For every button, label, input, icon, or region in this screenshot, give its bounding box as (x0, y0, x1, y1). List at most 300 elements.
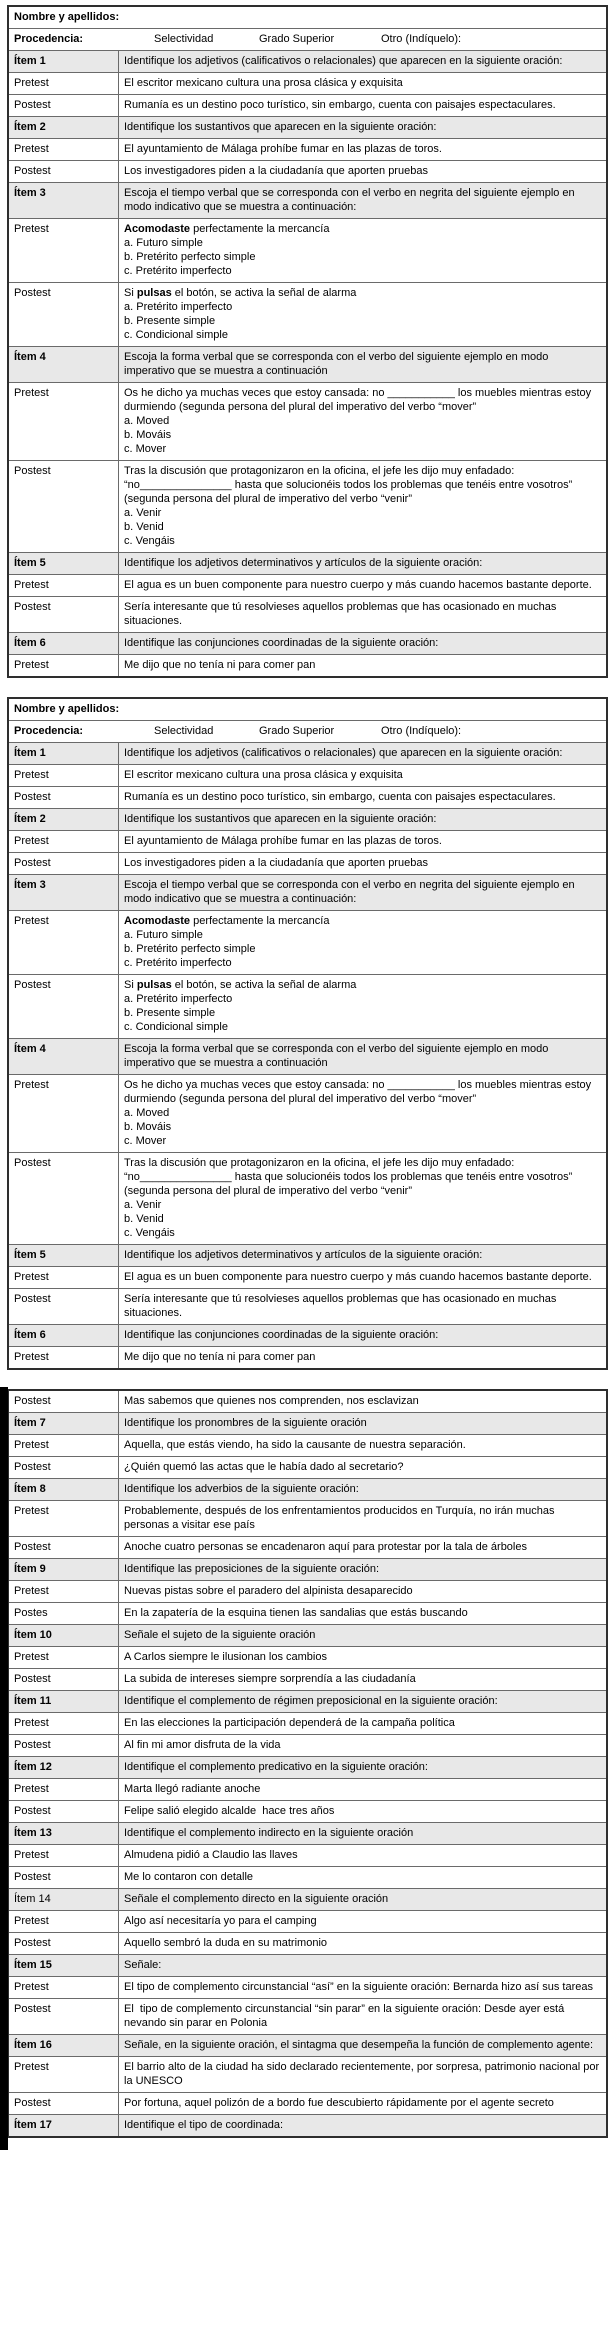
text-line: El ayuntamiento de Málaga prohíbe fumar en las plazas de toros. (124, 835, 442, 847)
pretest-row (9, 1580, 606, 1602)
phase-label: Pretest (9, 139, 119, 160)
phase-label: Postes (9, 1603, 119, 1624)
text-line: c. Vengáis (124, 1227, 175, 1239)
text-line: Tras la discusión que protagonizaron en la oficina, el jefe les dijo muy enfadado: “no_______________ hasta que solucionéis todos los problemas que tenéis entre vosotros” (segunda persona del plural de imperativo del verbo “venir” (124, 1157, 576, 1197)
sentence-cell (119, 853, 606, 874)
text-line: Os he dicho ya muchas veces que estoy cansada: no ___________ los muebles mientras estoy durmiendo (segunda persona del plural del imperativo del verbo “mover” (124, 387, 595, 413)
text-line: Identifique los pronombres de la siguiente oración (124, 1417, 367, 1429)
item-label: Ítem 12 (9, 1757, 119, 1778)
sentence-cell (119, 1435, 606, 1456)
sentence-cell (119, 1713, 606, 1734)
phase-label: Pretest (9, 383, 119, 460)
item-row (9, 1954, 606, 1976)
table-3-wrapper (7, 1389, 608, 2138)
text-segment: el botón, se activa la señal de alarma (171, 979, 357, 991)
item-row (9, 50, 606, 72)
sentence-cell (119, 597, 606, 632)
sentence-cell (119, 1537, 606, 1558)
phase-label: Pretest (9, 1267, 119, 1288)
sentence-cell (119, 765, 606, 786)
text-line: a. Pretérito imperfecto (124, 993, 233, 1005)
text-line: El tipo de complemento circunstancial “así” en la siguiente oración: Bernarda hizo así sus tareas (124, 1981, 593, 1993)
item-label: Ítem 11 (9, 1691, 119, 1712)
text-line: Identifique las conjunciones coordinadas de la siguiente oración: (124, 637, 439, 649)
item-prompt (119, 51, 606, 72)
pretest-row (9, 654, 606, 676)
phase-label: Pretest (9, 1713, 119, 1734)
sentence-cell (119, 975, 606, 1038)
item-row (9, 874, 606, 910)
pretest-row (9, 1712, 606, 1734)
sentence-cell (119, 383, 606, 460)
text-line: Identifique los sustantivos que aparecen en la siguiente oración: (124, 121, 437, 133)
sentence-cell (119, 2093, 606, 2114)
sentence-cell (119, 1801, 606, 1822)
phase-label: Pretest (9, 575, 119, 596)
item-prompt (119, 2035, 606, 2056)
item-label: Ítem 15 (9, 1955, 119, 1976)
text-line: a. Venir (124, 507, 162, 519)
text-line: a. Moved (124, 1107, 170, 1119)
name-surname-row (9, 7, 606, 28)
postest-row (9, 1998, 606, 2034)
postest-row (9, 1456, 606, 1478)
bold-term: Acomodaste (124, 915, 191, 927)
phase-label: Pretest (9, 1075, 119, 1152)
origin-label: Procedencia: (14, 725, 84, 737)
phase-label: Postest (9, 787, 119, 808)
text-line: c. Condicional simple (124, 1021, 228, 1033)
text-line: b. Presente simple (124, 1007, 216, 1019)
text-line: Mas sabemos que quienes nos comprenden, nos esclavizan (124, 1395, 419, 1407)
item-label: Ítem 14 (9, 1889, 119, 1910)
text-line: En las elecciones la participación dependerá de la campaña política (124, 1717, 455, 1729)
origin-option: Grado Superior (259, 725, 335, 737)
sentence-cell (119, 1075, 606, 1152)
pretest-postest-table-1 (7, 5, 608, 678)
origin-row (9, 720, 606, 742)
pretest-row (9, 574, 606, 596)
item-row (9, 1756, 606, 1778)
phase-label: Postest (9, 1867, 119, 1888)
sentence-cell (119, 1999, 606, 2034)
text-line: Los investigadores piden a la ciudadanía que aporten pruebas (124, 165, 428, 177)
item-prompt (119, 1245, 606, 1266)
text-line: Identifique las preposiciones de la siguiente oración: (124, 1563, 379, 1575)
postest-row (9, 974, 606, 1038)
postest-row (9, 1668, 606, 1690)
name-surname-label: Nombre y apellidos: (14, 703, 120, 715)
sentence-cell (119, 1267, 606, 1288)
text-line: Algo así necesitaría yo para el camping (124, 1915, 317, 1927)
item-row (9, 742, 606, 764)
item-label: Ítem 3 (9, 875, 119, 910)
origin-row (9, 28, 606, 50)
item-label: Ítem 7 (9, 1413, 119, 1434)
text-line: Identifique los adverbios de la siguiente oración: (124, 1483, 359, 1495)
phase-label: Pretest (9, 219, 119, 282)
item-row (9, 632, 606, 654)
text-segment: el botón, se activa la señal de alarma (171, 287, 357, 299)
text-line: b. Pretérito perfecto simple (124, 251, 256, 263)
phase-label: Pretest (9, 1435, 119, 1456)
postest-row (9, 786, 606, 808)
item-row (9, 2034, 606, 2056)
phase-label: Postest (9, 461, 119, 552)
pretest-row (9, 138, 606, 160)
text-line: Señale, en la siguiente oración, el sintagma que desempeña la función de complemento agente: (124, 2039, 594, 2051)
sentence-cell (119, 219, 606, 282)
text-line: Señale: (124, 1959, 162, 1971)
text-line: El escritor mexicano cultura una prosa clásica y exquisita (124, 769, 403, 781)
phase-label: Pretest (9, 765, 119, 786)
item-prompt (119, 743, 606, 764)
phase-label: Pretest (9, 2057, 119, 2092)
pretest-row (9, 218, 606, 282)
origin-cell (9, 29, 606, 50)
item-prompt (119, 553, 606, 574)
sentence-cell (119, 1735, 606, 1756)
text-line: Probablemente, después de los enfrentamientos producidos en Turquía, no irán muchas personas a visitar ese país (124, 1505, 558, 1531)
item-prompt (119, 875, 606, 910)
sentence-cell (119, 575, 606, 596)
text-line: Identifique el complemento de régimen preposicional en la siguiente oración: (124, 1695, 498, 1707)
item-row (9, 1624, 606, 1646)
item-prompt (119, 117, 606, 138)
phase-label: Pretest (9, 1647, 119, 1668)
phase-label: Postest (9, 1457, 119, 1478)
text-line: b. Mováis (124, 429, 172, 441)
text-line: Por fortuna, aquel polizón de a bordo fue descubierto rápidamente por el agente secreto (124, 2097, 554, 2109)
phase-label: Postest (9, 1933, 119, 1954)
pretest-row (9, 1266, 606, 1288)
text-line: Al fin mi amor disfruta de la vida (124, 1739, 281, 1751)
pretest-row (9, 1910, 606, 1932)
item-label: Ítem 13 (9, 1823, 119, 1844)
item-label: Ítem 10 (9, 1625, 119, 1646)
origin-cell (9, 721, 606, 742)
pretest-row (9, 382, 606, 460)
text-line: a. Venir (124, 1199, 162, 1211)
text-line (124, 978, 600, 992)
text-line: El agua es un buen componente para nuestro cuerpo y más cuando hacemos bastante deporte. (124, 579, 592, 591)
text-line: b. Venid (124, 521, 164, 533)
sentence-cell (119, 1457, 606, 1478)
item-row (9, 1888, 606, 1910)
sentence-cell (119, 787, 606, 808)
bold-term: pulsas (136, 979, 172, 991)
phase-label: Postest (9, 1735, 119, 1756)
item-prompt (119, 633, 606, 654)
origin-label: Procedencia: (14, 33, 84, 45)
postest-row (9, 1391, 606, 1412)
item-label: Ítem 1 (9, 743, 119, 764)
bold-term: pulsas (136, 287, 172, 299)
sentence-cell (119, 1391, 606, 1412)
postest-row (9, 1536, 606, 1558)
sentence-cell (119, 161, 606, 182)
origin-option: Grado Superior (259, 33, 335, 45)
text-line: b. Venid (124, 1213, 164, 1225)
item-prompt (119, 1559, 606, 1580)
item-prompt (119, 1413, 606, 1434)
text-line: Rumanía es un destino poco turístico, sin embargo, cuenta con paisajes espectaculares. (124, 791, 556, 803)
postest-row (9, 2092, 606, 2114)
phase-label: Postest (9, 1801, 119, 1822)
phase-label: Postest (9, 975, 119, 1038)
pretest-postest-table-3 (7, 1389, 608, 2138)
text-line: Sería interesante que tú resolvieses aquellos problemas que has ocasionado en muchas situaciones. (124, 601, 560, 627)
phase-label: Pretest (9, 911, 119, 974)
phase-label: Pretest (9, 655, 119, 676)
text-line: Identifique los adjetivos determinativos y artículos de la siguiente oración: (124, 557, 483, 569)
text-segment: perfectamente la mercancía (190, 223, 330, 235)
item-row (9, 2114, 606, 2136)
item-label: Ítem 1 (9, 51, 119, 72)
text-line: Marta llegó radiante anoche (124, 1783, 261, 1795)
item-row (9, 1822, 606, 1844)
text-line: En la zapatería de la esquina tienen las sandalias que estás buscando (124, 1607, 468, 1619)
text-line: Rumanía es un destino poco turístico, sin embargo, cuenta con paisajes espectaculares. (124, 99, 556, 111)
postest-row (9, 160, 606, 182)
item-row (9, 1324, 606, 1346)
item-row (9, 1244, 606, 1266)
text-line: Me dijo que no tenía ni para comer pan (124, 1351, 316, 1363)
sentence-cell (119, 2057, 606, 2092)
item-row (9, 808, 606, 830)
pretest-row (9, 1778, 606, 1800)
text-line: Identifique las conjunciones coordinadas de la siguiente oración: (124, 1329, 439, 1341)
text-line: Identifique el complemento predicativo en la siguiente oración: (124, 1761, 428, 1773)
sentence-cell (119, 1581, 606, 1602)
text-line: ¿Quién quemó las actas que le había dado al secretario? (124, 1461, 404, 1473)
sentence-cell (119, 1669, 606, 1690)
text-line: La subida de intereses siempre sorprendía a las ciudadanía (124, 1673, 416, 1685)
phase-label: Postest (9, 283, 119, 346)
phase-label: Postest (9, 1153, 119, 1244)
item-prompt (119, 1479, 606, 1500)
pretest-postest-table-2 (7, 697, 608, 1370)
text-line: c. Mover (124, 443, 167, 455)
item-row (9, 346, 606, 382)
postest-row (9, 1602, 606, 1624)
item-label: Ítem 4 (9, 1039, 119, 1074)
text-segment: Si (124, 287, 137, 299)
text-line: Aquella, que estás viendo, ha sido la causante de nuestra separación. (124, 1439, 466, 1451)
text-line: a. Futuro simple (124, 929, 203, 941)
postest-row (9, 852, 606, 874)
phase-label: Postest (9, 1669, 119, 1690)
pretest-row (9, 1976, 606, 1998)
item-label: Ítem 8 (9, 1479, 119, 1500)
text-line: Me dijo que no tenía ni para comer pan (124, 659, 316, 671)
phase-label: Postest (9, 2093, 119, 2114)
text-line: Escoja el tiempo verbal que se corresponda con el verbo en negrita del siguiente ejemplo en modo indicativo que se muestra a continuación: (124, 879, 578, 905)
phase-label: Pretest (9, 1845, 119, 1866)
text-line: Tras la discusión que protagonizaron en la oficina, el jefe les dijo muy enfadado: “no_______________ hasta que solucionéis todos los problemas que tenéis entre vosotros” (segunda persona del plural de imperativo del verbo “venir” (124, 465, 576, 505)
text-line: c. Vengáis (124, 535, 175, 547)
postest-row (9, 94, 606, 116)
sentence-cell (119, 1911, 606, 1932)
item-row (9, 116, 606, 138)
postest-row (9, 1800, 606, 1822)
sentence-cell (119, 139, 606, 160)
text-line: Anoche cuatro personas se encadenaron aquí para protestar por la tala de árboles (124, 1541, 527, 1553)
phase-label: Postest (9, 1391, 119, 1412)
item-prompt (119, 2115, 606, 2136)
text-line: Identifique los adjetivos determinativos y artículos de la siguiente oración: (124, 1249, 483, 1261)
text-line: Escoja la forma verbal que se corresponda con el verbo del siguiente ejemplo en modo imperativo que se muestra a continuación (124, 351, 552, 377)
item-prompt (119, 183, 606, 218)
pretest-row (9, 1844, 606, 1866)
item-label: Ítem 5 (9, 1245, 119, 1266)
sentence-cell (119, 1289, 606, 1324)
text-line: Identifique los adjetivos (calificativos o relacionales) que aparecen en la siguiente oración: (124, 55, 563, 67)
item-label: Ítem 6 (9, 633, 119, 654)
item-label: Ítem 2 (9, 809, 119, 830)
item-prompt (119, 1823, 606, 1844)
phase-label: Pretest (9, 1581, 119, 1602)
item-prompt (119, 1039, 606, 1074)
item-label: Ítem 5 (9, 553, 119, 574)
pretest-row (9, 830, 606, 852)
sentence-cell (119, 1501, 606, 1536)
text-line: Identifique el tipo de coordinada: (124, 2119, 284, 2131)
origin-option: Selectividad (154, 725, 214, 737)
text-line: Los investigadores piden a la ciudadanía que aporten pruebas (124, 857, 428, 869)
origin-option: Otro (Indíquelo): (381, 33, 462, 45)
phase-label: Postest (9, 1289, 119, 1324)
text-line (124, 914, 600, 928)
phase-label: Pretest (9, 1501, 119, 1536)
sentence-cell (119, 1347, 606, 1368)
item-label: Ítem 2 (9, 117, 119, 138)
item-prompt (119, 1691, 606, 1712)
text-line: El escritor mexicano cultura una prosa clásica y exquisita (124, 77, 403, 89)
phase-label: Pretest (9, 1779, 119, 1800)
item-label: Ítem 6 (9, 1325, 119, 1346)
item-row (9, 182, 606, 218)
text-line: c. Mover (124, 1135, 167, 1147)
sentence-cell (119, 1779, 606, 1800)
sentence-cell (119, 1977, 606, 1998)
text-line: a. Pretérito imperfecto (124, 301, 233, 313)
sentence-cell (119, 831, 606, 852)
text-line: Señale el sujeto de la siguiente oración (124, 1629, 316, 1641)
text-line: Os he dicho ya muchas veces que estoy cansada: no ___________ los muebles mientras estoy durmiendo (segunda persona del plural del imperativo del verbo “mover” (124, 1079, 595, 1105)
postest-row (9, 1288, 606, 1324)
sentence-cell (119, 1933, 606, 1954)
pretest-row (9, 1434, 606, 1456)
item-prompt (119, 1757, 606, 1778)
postest-row (9, 1734, 606, 1756)
text-segment: perfectamente la mercancía (190, 915, 330, 927)
text-line: c. Pretérito imperfecto (124, 957, 232, 969)
item-prompt (119, 1325, 606, 1346)
item-row (9, 552, 606, 574)
phase-label: Pretest (9, 1977, 119, 1998)
text-line: b. Pretérito perfecto simple (124, 943, 256, 955)
text-line: Escoja la forma verbal que se corresponda con el verbo del siguiente ejemplo en modo imperativo que se muestra a continuación (124, 1043, 552, 1069)
item-label: Ítem 3 (9, 183, 119, 218)
postest-row (9, 282, 606, 346)
sentence-cell (119, 95, 606, 116)
postest-row (9, 596, 606, 632)
sentence-cell (119, 1647, 606, 1668)
sentence-cell (119, 911, 606, 974)
sentence-cell (119, 73, 606, 94)
phase-label: Postest (9, 853, 119, 874)
text-line: Escoja el tiempo verbal que se corresponda con el verbo en negrita del siguiente ejemplo en modo indicativo que se muestra a continuación: (124, 187, 578, 213)
text-line: El agua es un buen componente para nuestro cuerpo y más cuando hacemos bastante deporte. (124, 1271, 592, 1283)
postest-row (9, 1932, 606, 1954)
scan-edge-artifact (0, 1387, 8, 2150)
phase-label: Postest (9, 1999, 119, 2034)
item-label: Ítem 9 (9, 1559, 119, 1580)
phase-label: Postest (9, 161, 119, 182)
name-surname-label: Nombre y apellidos: (14, 11, 120, 23)
phase-label: Pretest (9, 831, 119, 852)
item-label: Ítem 17 (9, 2115, 119, 2136)
pretest-row (9, 1646, 606, 1668)
pretest-row (9, 764, 606, 786)
phase-label: Postest (9, 95, 119, 116)
text-line: Aquello sembró la duda en su matrimonio (124, 1937, 328, 1949)
text-line: Felipe salió elegido alcalde hace tres años (124, 1805, 335, 1817)
text-line: Nuevas pistas sobre el paradero del alpinista desaparecido (124, 1585, 413, 1597)
item-row (9, 1690, 606, 1712)
text-line: Me lo contaron con detalle (124, 1871, 254, 1883)
pretest-row (9, 2056, 606, 2092)
phase-label: Pretest (9, 73, 119, 94)
text-line (124, 286, 600, 300)
text-line: b. Mováis (124, 1121, 172, 1133)
text-line (124, 222, 600, 236)
sentence-cell (119, 1603, 606, 1624)
postest-row (9, 1866, 606, 1888)
text-line: a. Moved (124, 415, 170, 427)
text-line: c. Condicional simple (124, 329, 228, 341)
item-label: Ítem 4 (9, 347, 119, 382)
name-surname-row (9, 699, 606, 720)
phase-label: Postest (9, 1537, 119, 1558)
item-row (9, 1478, 606, 1500)
text-line: Señale el complemento directo en la siguiente oración (124, 1893, 389, 1905)
sentence-cell (119, 655, 606, 676)
text-line: Identifique el complemento indirecto en la siguiente oración (124, 1827, 414, 1839)
text-line: El tipo de complemento circunstancial “sin parar” en la siguiente oración: Desde ayer está nevando sin parar en Polonia (124, 2003, 568, 2029)
text-line: Sería interesante que tú resolvieses aquellos problemas que has ocasionado en muchas situaciones. (124, 1293, 560, 1319)
sentence-cell (119, 1153, 606, 1244)
item-prompt (119, 1889, 606, 1910)
bold-term: Acomodaste (124, 223, 191, 235)
text-line: El barrio alto de la ciudad ha sido declarado recientemente, por sorpresa, patrimonio nacional por la UNESCO (124, 2061, 603, 2087)
item-prompt (119, 1955, 606, 1976)
postest-row (9, 1152, 606, 1244)
text-segment: Si (124, 979, 137, 991)
text-line: Almudena pidió a Claudio las llaves (124, 1849, 298, 1861)
item-row (9, 1558, 606, 1580)
text-line: A Carlos siempre le ilusionan los cambios (124, 1651, 327, 1663)
item-prompt (119, 809, 606, 830)
item-prompt (119, 1625, 606, 1646)
pretest-row (9, 1346, 606, 1368)
sentence-cell (119, 1867, 606, 1888)
sentence-cell (119, 461, 606, 552)
text-line: Identifique los sustantivos que aparecen en la siguiente oración: (124, 813, 437, 825)
sentence-cell (119, 283, 606, 346)
text-line: Identifique los adjetivos (calificativos o relacionales) que aparecen en la siguiente oración: (124, 747, 563, 759)
